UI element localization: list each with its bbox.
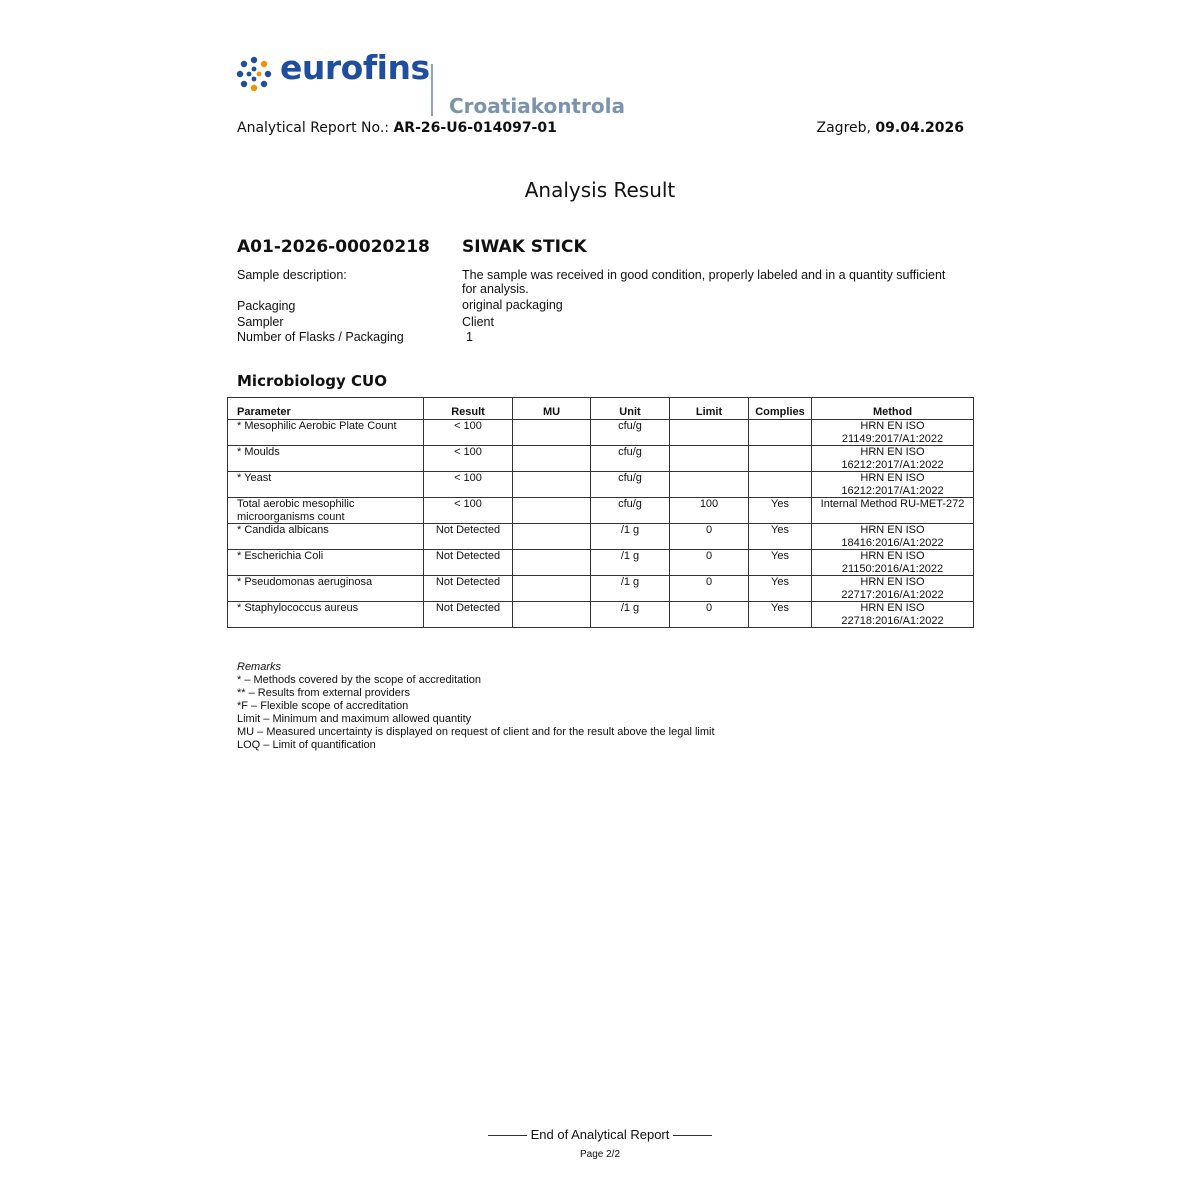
cell-method: HRN EN ISO 21150:2016/A1:2022 (812, 550, 974, 576)
cell-method: Internal Method RU-MET-272 (812, 498, 974, 524)
subbrand-name: Croatiakontrola (449, 94, 625, 118)
cell-parameter: * Pseudomonas aeruginosa (228, 576, 424, 602)
cell-unit: /1 g (591, 602, 670, 628)
table-header-row (228, 398, 974, 420)
packaging-label: Packaging (237, 299, 296, 313)
cell-method: HRN EN ISO 16212:2017/A1:2022 (812, 472, 974, 498)
cell-complies (749, 472, 812, 498)
cell-limit (670, 420, 749, 446)
cell-parameter: * Staphylococcus aureus (228, 602, 424, 628)
cell-result: Not Detected (424, 602, 513, 628)
cell-unit: cfu/g (591, 498, 670, 524)
cell-mu (513, 498, 591, 524)
sample-id: A01-2026-00020218 (237, 237, 430, 257)
remark-line: * – Methods covered by the scope of accreditation (237, 674, 481, 686)
cell-unit: cfu/g (591, 420, 670, 446)
cell-mu (513, 576, 591, 602)
cell-unit: /1 g (591, 576, 670, 602)
col-header-unit: Unit (591, 398, 670, 420)
remark-line: ** – Results from external providers (237, 687, 411, 699)
cell-limit: 0 (670, 602, 749, 628)
cell-result: < 100 (424, 446, 513, 472)
cell-result: Not Detected (424, 524, 513, 550)
cell-result: < 100 (424, 420, 513, 446)
table-row (228, 472, 974, 498)
results-table (227, 397, 974, 628)
cell-limit: 0 (670, 524, 749, 550)
cell-result: Not Detected (424, 550, 513, 576)
eurofins-logo-icon (236, 56, 272, 92)
brand-name: eurofins (280, 48, 430, 87)
cell-result: < 100 (424, 498, 513, 524)
cell-parameter: * Mesophilic Aerobic Plate Count (228, 420, 424, 446)
table-row (228, 446, 974, 472)
table-row (228, 498, 974, 524)
report-place: Zagreb, (816, 120, 876, 136)
col-header-method: Method (812, 398, 974, 420)
table-row (228, 576, 974, 602)
table-row (228, 420, 974, 446)
cell-parameter: * Yeast (228, 472, 424, 498)
cell-complies: Yes (749, 576, 812, 602)
report-number-line (237, 120, 557, 136)
cell-complies: Yes (749, 524, 812, 550)
cell-complies: Yes (749, 498, 812, 524)
report-date: 09.04.2026 (875, 120, 964, 136)
page-number: Page 2/2 (579, 1149, 621, 1160)
report-number: AR-26-U6-014097-01 (393, 120, 557, 136)
remarks-block (237, 661, 715, 752)
cell-limit: 100 (670, 498, 749, 524)
cell-unit: cfu/g (591, 446, 670, 472)
cell-unit: /1 g (591, 550, 670, 576)
col-header-result: Result (424, 398, 513, 420)
sampler-value: Client (462, 315, 494, 329)
col-header-parameter: Parameter (228, 398, 424, 420)
remark-line: Limit – Minimum and maximum allowed quantity (237, 713, 472, 725)
cell-complies (749, 446, 812, 472)
flasks-label: Number of Flasks / Packaging (237, 330, 404, 344)
cell-unit: cfu/g (591, 472, 670, 498)
cell-result: < 100 (424, 472, 513, 498)
sampler-label: Sampler (237, 315, 284, 329)
remarks-heading: Remarks (237, 661, 282, 673)
cell-mu (513, 550, 591, 576)
flasks-value: 1 (466, 330, 473, 344)
cell-method: HRN EN ISO 22717:2016/A1:2022 (812, 576, 974, 602)
section-title: Microbiology CUO (237, 372, 387, 390)
table-row (228, 524, 974, 550)
col-header-complies: Complies (749, 398, 812, 420)
cell-parameter: * Candida albicans (228, 524, 424, 550)
report-number-label: Analytical Report No.: (237, 120, 394, 136)
cell-unit: /1 g (591, 524, 670, 550)
cell-limit (670, 472, 749, 498)
cell-mu (513, 524, 591, 550)
sample-name: SIWAK STICK (462, 237, 587, 257)
cell-complies: Yes (749, 550, 812, 576)
cell-complies (749, 420, 812, 446)
cell-limit: 0 (670, 550, 749, 576)
cell-parameter: Total aerobic mesophilic microorganisms count (228, 498, 424, 524)
cell-result: Not Detected (424, 576, 513, 602)
col-header-limit: Limit (670, 398, 749, 420)
cell-mu (513, 472, 591, 498)
cell-method: HRN EN ISO 22718:2016/A1:2022 (812, 602, 974, 628)
cell-parameter: * Escherichia Coli (228, 550, 424, 576)
sample-description-label: Sample description: (237, 268, 347, 282)
page-title: Analysis Result (524, 178, 676, 202)
sample-description-value: The sample was received in good condition, properly labeled and in a quantity sufficient for analysis. (462, 268, 946, 296)
remark-line: *F – Flexible scope of accreditation (237, 700, 409, 712)
cell-parameter: * Moulds (228, 446, 424, 472)
packaging-value: original packaging (462, 298, 563, 312)
cell-method: HRN EN ISO 16212:2017/A1:2022 (812, 446, 974, 472)
table-row (228, 550, 974, 576)
cell-complies: Yes (749, 602, 812, 628)
cell-limit (670, 446, 749, 472)
col-header-mu: MU (513, 398, 591, 420)
table-row (228, 602, 974, 628)
logo-divider (431, 64, 433, 116)
cell-method: HRN EN ISO 18416:2016/A1:2022 (812, 524, 974, 550)
cell-limit: 0 (670, 576, 749, 602)
cell-mu (513, 602, 591, 628)
remark-line: MU – Measured uncertainty is displayed on request of client and for the result above the legal limit (237, 726, 715, 738)
end-of-report: ——— End of Analytical Report ——— (488, 1127, 712, 1142)
cell-mu (513, 446, 591, 472)
cell-mu (513, 420, 591, 446)
place-date-line (817, 120, 964, 136)
cell-method: HRN EN ISO 21149:2017/A1:2022 (812, 420, 974, 446)
remark-line: LOQ – Limit of quantification (237, 739, 376, 751)
